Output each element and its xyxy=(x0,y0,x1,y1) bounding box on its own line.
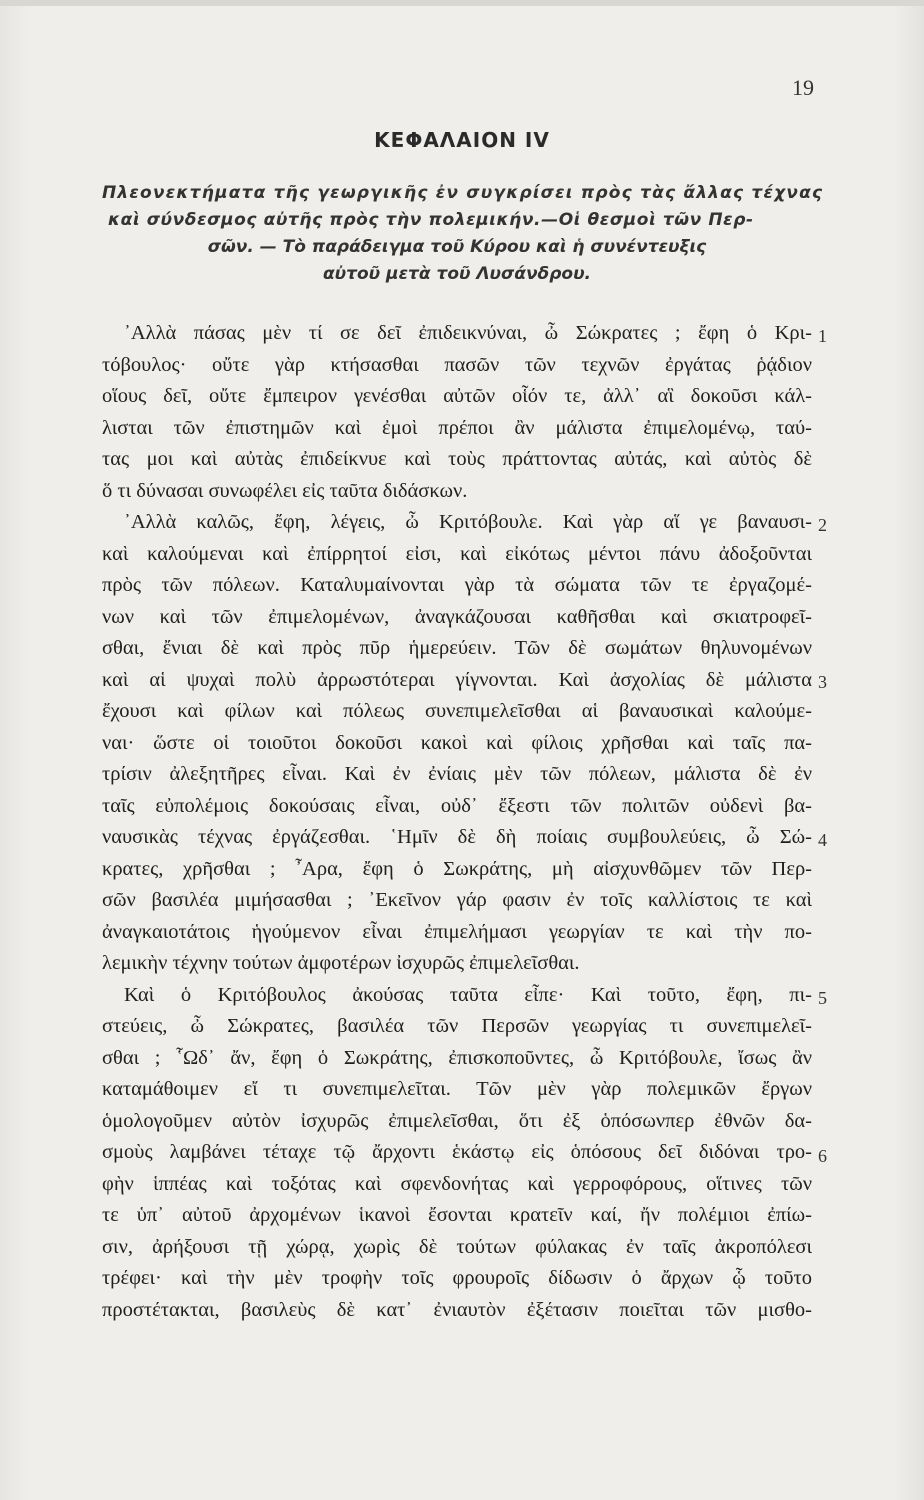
text-line: σθαι, ἔνιαι δὲ καὶ πρὸς πῦρ ἡμερεύειν. Τῶν δὲ σωμάτων θηλυνομένων xyxy=(102,637,812,659)
text-line: ᾿Αλλὰ πάσας μὲν τί σε δεῖ ἐπιδεικνύναι, ὦ Σώκρατες ; ἔφη ὁ Κρι- xyxy=(124,322,812,344)
summary-line: καὶ σύνδεσμος αὐτῆς πρὸς τὴν πολεμικήν.—Οἱ θεσμοὶ τῶν Περ- xyxy=(108,210,754,230)
text-line: σμοὺς λαμβάνει τέταχε τῷ ἄρχοντι ἑκάστῳ εἰς ὁπόσους δεῖ διδόναι τρο- xyxy=(102,1141,812,1163)
text-line: τε ὑπ᾿ αὐτοῦ ἀρχομένων ἱκανοὶ ἔσονται κρατεῖν καί, ἤν πολέμιοι ἐπίω- xyxy=(102,1204,812,1226)
text-line: ᾿Αλλὰ καλῶς, ἔφη, λέγεις, ὦ Κριτόβουλε. Καὶ γὰρ αἵ γε βαναυσι- xyxy=(124,511,812,533)
text-line: τας μοι καὶ αὐτὰς ἐπιδείκνυε καὶ τοὺς πράττοντας αὐτάς, καὶ αὐτὸς δὲ xyxy=(102,448,812,470)
text-line: ναι· ὥστε οἱ τοιοῦτοι δοκοῦσι κακοὶ καὶ φίλοις χρῆσθαι καὶ ταῖς πα- xyxy=(102,731,812,754)
text-line: ταῖς εὐπολέμοις δοκούσαις εἶναι, οὐδ᾿ ἔξεστι τῶν πολιτῶν οὐδενὶ βα- xyxy=(102,794,812,817)
text-line: φὴν ἱππέας καὶ τοξότας καὶ σφενδονήτας καὶ γερροφόρους, οἵτινες τῶν xyxy=(102,1172,812,1195)
text-line: στεύεις, ὦ Σώκρατες, βασιλέα τῶν Περσῶν γεωργίας τι συνεπιμελεῖ- xyxy=(102,1015,812,1037)
text-line: ἀναγκαιοτάτοις ἡγούμενον εἶναι ἐπιμελήμασι γεωργίαν τε καὶ τὴν πο- xyxy=(102,920,812,943)
chapter-title: ΚΕΦΑΛΑΙΟΝ IV xyxy=(374,128,550,152)
text-line: κρατες, χρῆσθαι ; ῏Αρα, ἔφη ὁ Σωκράτης, μὴ αἰσχυνθῶμεν τῶν Περ- xyxy=(102,857,812,880)
text-line: νων καὶ τῶν ἐπιμελομένων, ἀναγκάζουσαι καθῆσθαι καὶ σκιατροφεῖ- xyxy=(102,605,812,628)
text-line: καὶ αἱ ψυχαὶ πολὺ ἀρρωστότεραι γίγνονται. Καὶ ἀσχολίας δὲ μάλιστα xyxy=(102,668,812,691)
text-line: σῶν βασιλέα μιμήσασθαι ; ᾿Εκεῖνον γάρ φασιν ἐν τοῖς καλλίστοις τε καὶ xyxy=(102,889,812,911)
text-line: προστέτακται, βασιλεὺς δὲ κατ᾿ ἐνιαυτὸν ἐξέτασιν ποιεῖται τῶν μισθο- xyxy=(102,1298,812,1321)
text-line: τρίσιν ἀλεξητῆρες εἶναι. Καὶ ἐν ἐνίαις μὲν τῶν πόλεων, μάλιστα δὲ ἐν xyxy=(102,763,812,785)
text-line: σθαι ; ῟Ωδ᾿ ἄν, ἔφη ὁ Σωκράτης, ἐπισκοποῦντες, ὦ Κριτόβουλε, ἴσως ἂν xyxy=(102,1046,812,1069)
margin-number: 4 xyxy=(818,830,827,850)
text-line: Καὶ ὁ Κριτόβουλος ἀκούσας ταῦτα εἶπε· Καὶ τοῦτο, ἔφη, πι- xyxy=(124,983,812,1006)
text-line: τόβουλος· οὔτε γὰρ κτήσασθαι πασῶν τῶν τεχνῶν ἐργάτας ῥᾴδιον xyxy=(102,353,812,376)
margin-number: 2 xyxy=(818,515,827,535)
text-line: καὶ καλούμεναι καὶ ἐπίρρητοί εἰσι, καὶ εἰκότως μέντοι πάνυ ἀδοξοῦνται xyxy=(102,542,812,565)
summary-line: Πλεονεκτήματα τῆς γεωργικῆς ἐν συγκρίσει πρὸς τὰς ἄλλας τέχνας xyxy=(102,183,824,203)
text-line: λεμικὴν τέχνην τούτων ἀμφοτέρων ἰσχυρῶς ἐπιμελεῖσθαι. xyxy=(102,952,580,974)
top-edge xyxy=(0,0,924,6)
text-line: οἵους δεῖ, οὔτε ἔμπειρον γενέσθαι αὐτῶν οἷόν τε, ἀλλ᾿ αἳ δοκοῦσι κάλ- xyxy=(102,385,812,407)
text-line: πρὸς τῶν πόλεων. Καταλυμαίνονται γὰρ τὰ σώματα τῶν τε ἐργαζομέ- xyxy=(102,574,812,596)
text-line: σιν, ἀρήξουσι τῇ χώρᾳ, χωρὶς δὲ τούτων φύλακας ἐν ταῖς ἀκροπόλεσι xyxy=(102,1235,812,1258)
page-number: 19 xyxy=(792,75,814,100)
text-line: τρέφει· καὶ τὴν μὲν τροφὴν τοῖς φρουροῖς δίδωσιν ὁ ἄρχων ᾧ τοῦτο xyxy=(102,1267,812,1289)
text-line: καταμάθοιμεν εἴ τι συνεπιμελεῖται. Τῶν μὲν γὰρ πολεμικῶν ἔργων xyxy=(102,1078,812,1100)
summary-line: αὐτοῦ μετὰ τοῦ Λυσάνδρου. xyxy=(322,264,592,284)
body-text xyxy=(102,318,812,1326)
margin-number: 6 xyxy=(818,1146,827,1166)
text-line: λισται τῶν ἐπιστημῶν καὶ ἐμοὶ πρέποι ἂν μάλιστα ἐπιμελομένῳ, ταύ- xyxy=(102,416,812,439)
text-line: ὁμολογοῦμεν αὐτὸν ἰσχυρῶς ἐπιμελεῖσθαι, ὅτι ἐξ ὁπόσωνπερ ἐθνῶν δα- xyxy=(102,1109,812,1132)
text-line: ναυσικὰς τέχνας ἐργάζεσθαι. ῾Ημῖν δὲ δὴ ποίαις συμβουλεύεις, ὦ Σώ- xyxy=(102,826,812,848)
text-line: ὅ τι δύνασαι συνωφέλει εἰς ταῦτα διδάσκων. xyxy=(102,479,468,502)
text-line: ἔχουσι καὶ φίλων καὶ πόλεως συνεπιμελεῖσθαι αἱ βαναυσικαὶ καλούμε- xyxy=(102,700,812,722)
margin-number: 5 xyxy=(818,988,827,1008)
margin-number: 3 xyxy=(818,672,827,692)
margin-number: 1 xyxy=(818,326,827,346)
chapter-summary xyxy=(102,180,824,288)
summary-line: σῶν. — Τὸ παράδειγμα τοῦ Κύρου καὶ ἡ συνέντευξις xyxy=(207,237,707,257)
